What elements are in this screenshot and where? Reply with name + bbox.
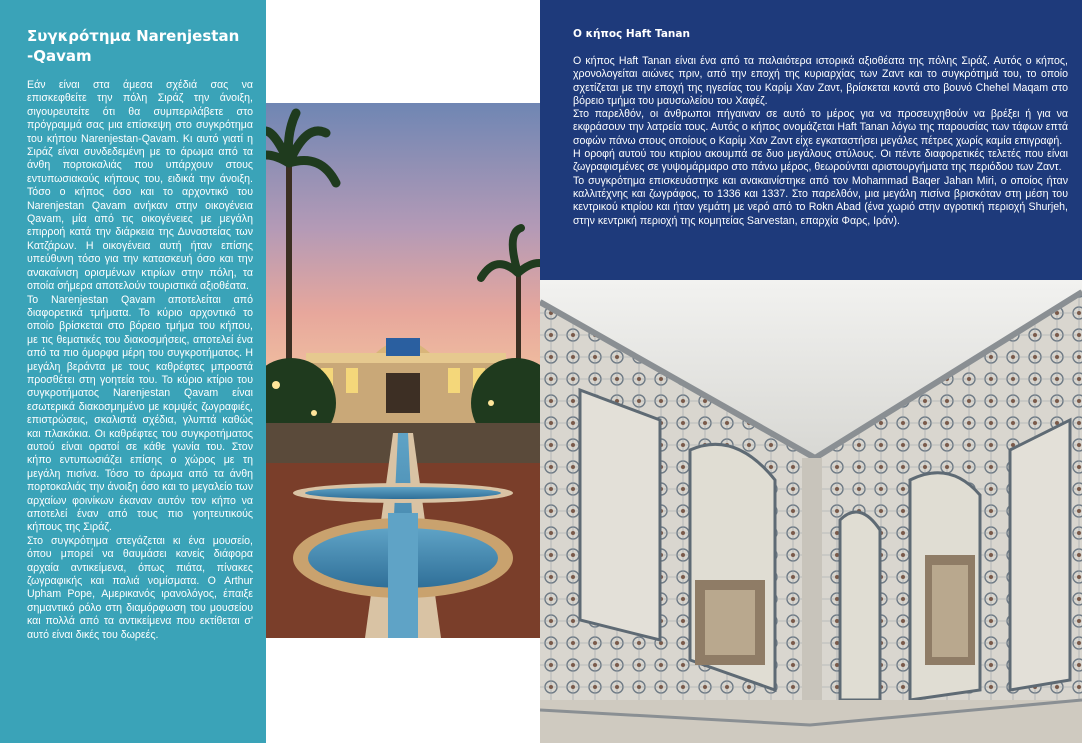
right-paragraph-2: Στο παρελθόν, οι άνθρωποι πήγαιναν σε αυτό το μέρος για να προσευχηθούν να βρέξει ή για να εκφράσουν την λατρεία τους. Αυτός ο κήπος ονομάζεται Haft Tanan λόγω της παρουσίας των τάφων επτά σοφών πάνω στους οποίους ο Καρίμ Χαν Ζαντ είχε εγκαταστήσει μεγάλες πέτρες χωρίς καμία επιγραφή.	[573, 108, 1068, 147]
left-section-body	[27, 79, 253, 642]
right-paragraph-1: Ο κήπος Haft Tanan είναι ένα από τα παλαιότερα ιστορικά αξιοθέατα της πόλης Σιράζ. Αυτός ο κήπος, χρονολογείται αιώνες πριν, από την εποχή της κυριαρχίας των Ζαντ και το συγκρότημά του, το οποίο σχετίζεται με την εποχή της ηγεσίας του Καρίμ Χαν Ζαντ, βρίσκεται κοντά στο βουνό Chehel Maqam στο βόρειο τμήμα του μαυσωλείου του Χαφέζ.	[573, 55, 1068, 107]
left-section-title: Συγκρότημα Narenjestan -Qavam	[27, 27, 240, 65]
left-paragraph-3: Στο συγκρότημα στεγάζεται κι ένα μουσείο, όπου μπορεί να θαυμάσει κανείς διάφορα αρχαία αντικείμενα, όπως πιάτα, πίνακες ζωγραφικής και παλιά νομίσματα. Ο Arthur Upham Pope, Αμερικανός ιρανολόγος, έπαιξε σημαντικό ρόλο στη διαμόρφωση του μουσείου και πολλά από τα αντικείμενα που εκτίθεται σ' αυτό είναι δικές του δωρεές.	[27, 534, 253, 641]
left-paragraph-1: Εάν είναι στα άμεσα σχέδιά σας να επισκεφθείτε την πόλη Σιράζ την άνοιξη, σιγουρευτείτε ότι θα συμπεριλάβετε στο πρόγραμμά σας μια επίσκεψη στο συγκρότημα του κήπου Narenjestan-Qavam. Κι αυτό γιατί η Σιράζ είναι συνδεδεμένη με το άρωμα από τα άνθη πορτοκαλιάς που υπάρχουν στους εντυπωσιακούς κήπους του, ειδικά την άνοιξη. Τόσο ο κήπος όσο και το αρχοντικό του Narenjestan Qavam ανήκαν στην οικογένεια Qavam, μία από τις οικογένειες με μεγάλη επιρροή κατά την διάρκεια της Δυναστείας των Κατζάρων. Η οικογένεια αυτή ήταν επίσης υπεύθυνη τόσο για την κατασκευή όσο και την ανακαίνιση ορισμένων κτιρίων στην πόλη, τα οποία σήμερα αποτελούν τουριστικά αξιοθέατα.	[27, 79, 253, 293]
right-section-title: Ο κήπος Haft Tanan	[573, 28, 690, 40]
right-paragraph-3: Η οροφή αυτού του κτιρίου ακουμπά σε δυο μεγάλους στύλους. Οι πέντε διαφορετικές τελετές που είναι ζωγραφισμένες σε γυψομάρμαρο στο πάνω μέρος, θεωρούνται αριστουργήματα της περιόδου των Ζαντ.	[573, 148, 1068, 174]
left-text-column	[0, 0, 266, 743]
right-paragraph-4: Το συγκρότημα επισκευάστηκε και ανακαινίστηκε από τον Mohammad Baqer Jahan Miri, ο οποίος ήταν καλλιτέχνης και ζωγράφος, το 1336 και 1337. Στο παρελθόν, μια μεγάλη πισίνα βρισκόταν στη μέση του κεντρικού κτιρίου και ήταν γεμάτη με νερό από το Rokn Abad (ένα χωριό στην αγροτική περιοχή Shurjeh, στην κεντρική περιοχή της κομητείας Sarvestan, επαρχία Φαρς, Ιράν).	[573, 174, 1068, 227]
right-text-box	[540, 0, 1082, 280]
haft-tanan-interior-photo	[540, 280, 1082, 743]
right-section-body	[573, 55, 1068, 228]
left-paragraph-2: Το Narenjestan Qavam αποτελείται από διαφορετικά τμήματα. Το κύριο αρχοντικό το οποίο βρίσκεται στο βόρειο τμήμα του κήπου, με τις θεματικές του διακοσμήσεις, αποτελεί ένα από τα πιο όμορφα μέρη του συγκροτήματος. Η μεγάλη βεράντα με τους καθρέφτες μπροστά προσθέτει στη γοητεία του. Το κύριο κτίριο του συγκροτήματος Narenjestan Qavam είναι εσωτερικά διακοσμημένο με κομψές ζωγραφιές, επιστρώσεις, σκαλιστά σχέδια, γλυπτά καθώς και πλακάκια. Οι καθρέφτες του συγκροτήματος αυτού είναι ορατοί σε κάθε γωνία του. Στον κήπο εντυπωσιάζει επίσης ο χώρος με τη μεγάλη πισίνα. Τόσο το άρωμα από τα άνθη πορτοκαλιάς την άνοιξη όσο και το μεγαλείο των αρχαίων φοινίκων έκαναν αυτόν τον κήπο να αποτελεί έναν από τους πιο γοητευτικούς κήπους της Σιράζ.	[27, 293, 253, 534]
narenjestan-garden-photo	[266, 103, 540, 638]
middle-column	[266, 0, 540, 743]
